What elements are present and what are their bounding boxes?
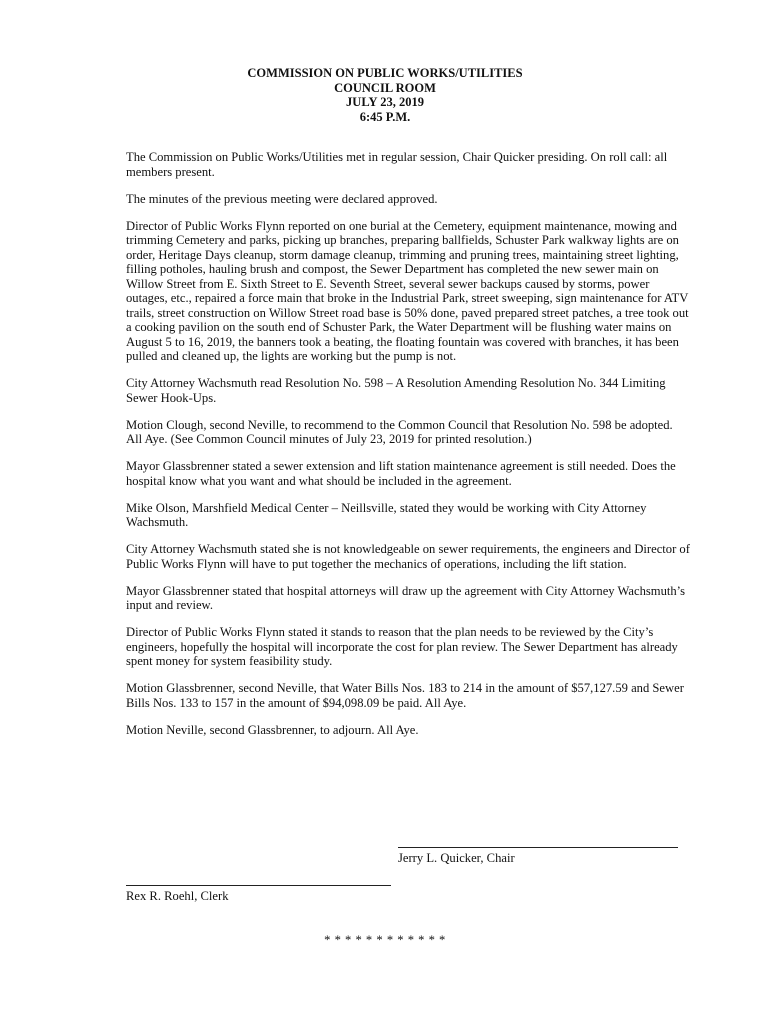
paragraph-public-works-report: Director of Public Works Flynn reported on one burial at the Cemetery, equipment maintenance, mowing and trimming Cemetery and parks, picking up branches, preparing ballfields, Schuster Park walkway lights are on order, Heritage Days cleanup, storm damage cleanup, trimming and pruning trees, maintaining street lighting, filling potholes, hauling brush and compost, the Sewer Department has completed the new sewer main on Willow Street from E. Sixth Street to E. Seventh Street, several sewer backups caused by storms, power outages, etc., repaired a force main that broke in the Industrial Park, street sweeping, sign maintenance for ATV trails, street construction on Willow Street road base is 50% done, paved prepared street patches, a tree took out a cooking pavilion on the south end of Schuster Park, the Water Department will be flushing water mains on August 5 to 16, 2019, the banners took a beating, the floating fountain was covered with branches, it has been pulled and cleaned up, the lights are working but the pump is not.: [126, 218, 689, 363]
chair-signature-line: [398, 847, 678, 848]
clerk-signature-line: [126, 885, 391, 886]
header-time: 6:45 P.M.: [359, 109, 411, 124]
header-commission-title: COMMISSION ON PUBLIC WORKS/UTILITIES: [247, 66, 523, 80]
minutes-header: [0, 66, 770, 124]
paragraph-resolution-read: City Attorney Wachsmuth read Resolution No. 598 – A Resolution Amending Resolution No. 344 Limiting Sewer Hook-Ups.: [126, 376, 666, 405]
clerk-signature-block: [126, 885, 391, 904]
paragraph-minutes-approved: The minutes of the previous meeting were declared approved.: [126, 191, 438, 206]
paragraph-mayor-hospital-attorneys: Mayor Glassbrenner stated that hospital attorneys will draw up the agreement with City Attorney Wachsmuth’s input and review.: [126, 583, 686, 612]
clerk-name: Rex R. Roehl, Clerk: [126, 889, 229, 903]
chair-name: Jerry L. Quicker, Chair: [398, 851, 515, 865]
paragraph-adjourn-motion: Motion Neville, second Glassbrenner, to adjourn. All Aye.: [126, 722, 419, 737]
footer-separator: * * * * * * * * * * * *: [324, 933, 446, 947]
paragraph-mayor-agreement: Mayor Glassbrenner stated a sewer extension and lift station maintenance agreement is still needed. Does the hospital know what you want and what should be included in the agreement.: [126, 459, 676, 488]
header-location: COUNCIL ROOM: [334, 80, 436, 95]
paragraph-bills-motion: Motion Glassbrenner, second Neville, that Water Bills Nos. 183 to 214 in the amount of $57,127.59 and Sewer Bills Nos. 133 to 157 in the amount of $94,098.09 be paid. All Aye.: [126, 681, 684, 710]
header-date: JULY 23, 2019: [346, 95, 424, 109]
paragraph-session-opening: The Commission on Public Works/Utilities met in regular session, Chair Quicker presiding. On roll call: all members present.: [126, 150, 668, 179]
paragraph-attorney-statement: City Attorney Wachsmuth stated she is not knowledgeable on sewer requirements, the engineers and Director of Public Works Flynn will have to put together the mechanics of operations, including the lift station.: [126, 542, 690, 571]
paragraph-olson-statement: Mike Olson, Marshfield Medical Center – Neillsville, stated they would be working with City Attorney Wachsmuth.: [126, 500, 647, 529]
chair-signature-block: [398, 847, 678, 866]
paragraph-director-plan-review: Director of Public Works Flynn stated it stands to reason that the plan needs to be reviewed by the City’s engineers, hopefully the hospital will incorporate the cost for plan review. The Sewer Department has already spent money for system feasibility study.: [126, 625, 678, 668]
minutes-body: [126, 150, 691, 750]
paragraph-resolution-motion: Motion Clough, second Neville, to recommend to the Common Council that Resolution No. 598 be adopted. All Aye. (See Common Council minutes of July 23, 2019 for printed resolution.): [126, 417, 673, 446]
